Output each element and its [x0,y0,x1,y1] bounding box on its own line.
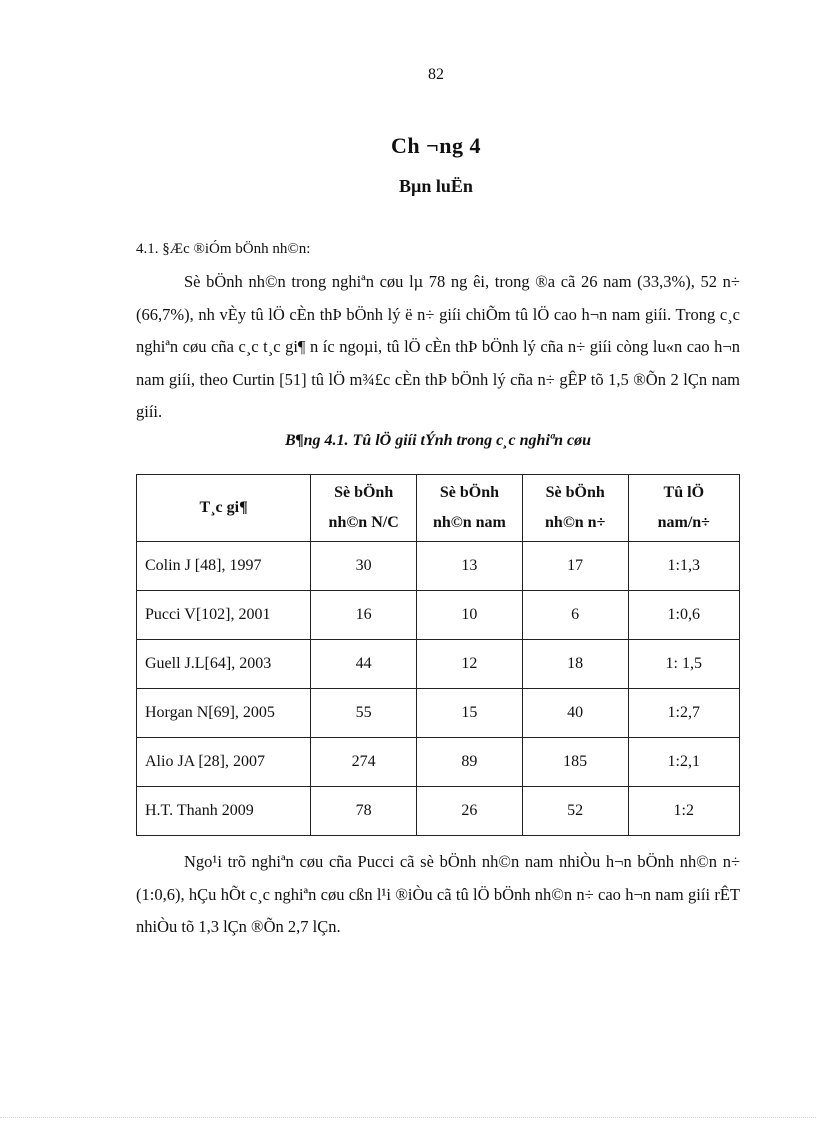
table-row [137,640,740,689]
table-row [137,689,740,738]
table-header-row [137,475,740,542]
header-author-label: T¸c gi¶ [199,499,248,516]
chapter-title: Ch ¬ng 4 [391,133,481,158]
table-row [137,542,740,591]
cell-author: Pucci V[102], 2001 [137,591,311,640]
cell-author: Horgan N[69], 2005 [137,689,311,738]
cell-author: Colin J [48], 1997 [137,542,311,591]
cell-ratio: 1:0,6 [628,591,739,640]
cell-total: 30 [311,542,417,591]
header-total-line-2: nh©n N/C [328,514,399,531]
cell-male: 10 [417,591,523,640]
cell-male: 13 [417,542,523,591]
cell-ratio: 1:2,1 [628,738,739,787]
cell-male: 15 [417,689,523,738]
cell-ratio: 1:2,7 [628,689,739,738]
header-ratio [628,475,739,542]
paragraph-1 [136,266,740,429]
page-bottom-divider [0,1117,816,1118]
cell-author: Alio JA [28], 2007 [137,738,311,787]
cell-author: H.T. Thanh 2009 [137,787,311,836]
cell-ratio: 1:1,3 [628,542,739,591]
cell-female: 6 [522,591,628,640]
table-row [137,591,740,640]
header-ratio-line-2: nam/n÷ [657,514,710,531]
paragraph-2-text: Ngo¹i trõ nghiªn cøu cña Pucci cã sè bÖnh nh©n nam nhiÒu h¬n bÖnh nh©n n÷ (1:0,6), hÇu hÕt c¸c nghiªn cøu cßn l¹i ®iÒu cã tû lÖ bÖnh nh©n n÷ cao h¬n nam giíi rÊT nhiÒu tõ 1,3 lÇn ®Õn 2,7 lÇn. [136,852,740,936]
page-number: 82 [428,66,444,83]
cell-ratio: 1:2 [628,787,739,836]
cell-total: 55 [311,689,417,738]
cell-female: 52 [522,787,628,836]
cell-total: 274 [311,738,417,787]
header-female-patients [522,475,628,542]
cell-author: Guell J.L[64], 2003 [137,640,311,689]
cell-total: 78 [311,787,417,836]
header-total-line-1: Sè bÖnh [334,484,394,501]
table-row [137,738,740,787]
header-total-patients [311,475,417,542]
cell-female: 18 [522,640,628,689]
header-male-line-1: Sè bÖnh [439,484,499,501]
gender-ratio-table [136,474,740,836]
cell-male: 12 [417,640,523,689]
header-male-patients [417,475,523,542]
paragraph-2 [136,846,740,944]
cell-female: 17 [522,542,628,591]
header-ratio-line-1: Tû lÖ [663,484,705,501]
chapter-subtitle: Bµn luËn [399,176,473,196]
table-caption: B¶ng 4.1. Tû lÖ giíi tÝnh trong c¸c nghiªn cøu [284,432,592,449]
header-male-line-2: nh©n nam [432,514,506,531]
cell-female: 185 [522,738,628,787]
cell-total: 44 [311,640,417,689]
section-heading: 4.1. §Æc ®iÓm bÖnh nh©n: [136,241,311,257]
cell-male: 89 [417,738,523,787]
cell-ratio: 1: 1,5 [628,640,739,689]
cell-total: 16 [311,591,417,640]
header-author [137,475,311,542]
table-row [137,787,740,836]
cell-male: 26 [417,787,523,836]
cell-female: 40 [522,689,628,738]
paragraph-1-text: Sè bÖnh nh©n trong nghiªn cøu lµ 78 ng êi, trong ®a cã 26 nam (33,3%), 52 n÷ (66,7%), nh vÈy tû lÖ cÈn thÞ bÖnh lý ë n÷ giíi chiÕm tû lÖ cao h¬n nam giíi. Trong c¸c nghiªn cøu cña c¸c t¸c gi¶ n íc ngoµi, tû lÖ cÈn thÞ bÖnh lý cña n÷ giíi còng lu«n cao h¬n nam giíi, theo Curtin [51] tû lÖ m¾£c cÈn thÞ bÖnh lý cña n÷ gÊP tõ 1,5 ®Õn 2 lÇn nam giíi. [136,272,740,421]
header-female-line-1: Sè bÖnh [545,484,605,501]
header-female-line-2: nh©n n÷ [545,514,606,531]
